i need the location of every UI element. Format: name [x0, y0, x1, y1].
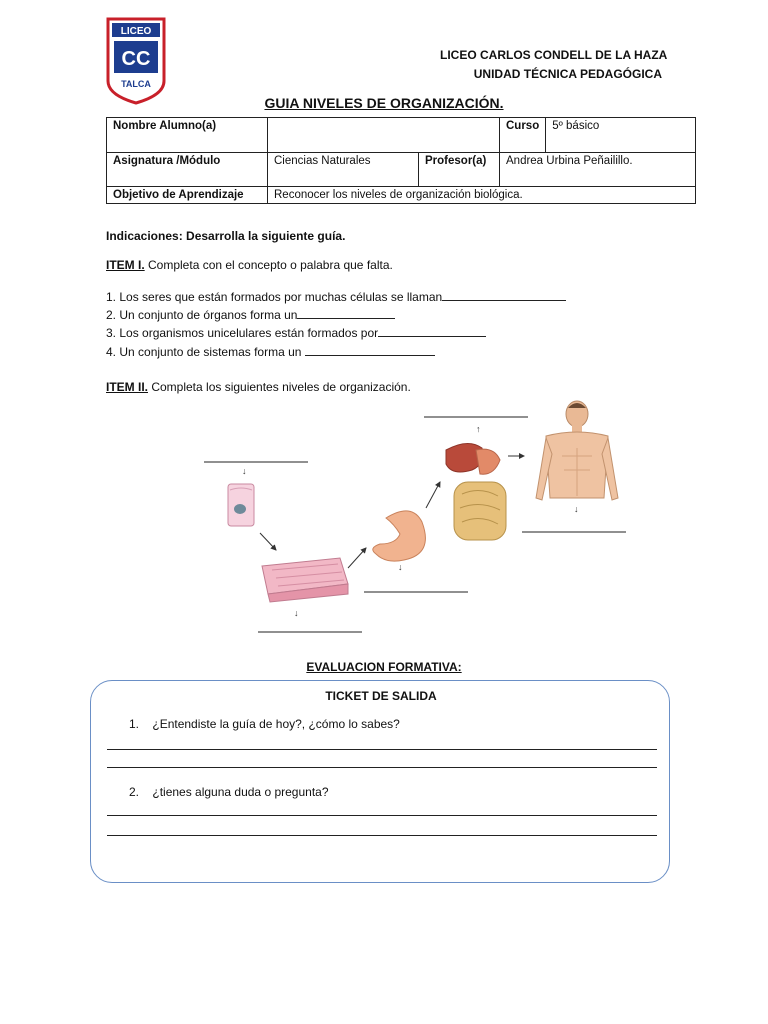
- answer-line-1a[interactable]: [107, 749, 657, 750]
- question-2: [106, 306, 395, 322]
- objective-label: Objetivo de Aprendizaje: [107, 187, 268, 204]
- objective-value: Reconocer los niveles de organización biológica.: [268, 187, 696, 204]
- item2-instruction: Completa los siguientes niveles de organización.: [148, 380, 411, 394]
- logo-bottom-text: TALCA: [121, 79, 151, 89]
- ticket-question-2-number: 2.: [129, 785, 140, 799]
- stomach-image: [373, 511, 426, 561]
- tissue-image: [262, 558, 348, 602]
- question-3-blank[interactable]: [378, 324, 486, 337]
- question-1-text: 1. Los seres que están formados por muchas células se llaman: [106, 290, 443, 304]
- question-4-blank[interactable]: [305, 343, 435, 356]
- ticket-question-2: [129, 785, 329, 799]
- info-table: [106, 117, 696, 204]
- course-label: Curso: [500, 118, 546, 153]
- ticket-question-1-text: ¿Entendiste la guía de hoy?, ¿cómo lo sabes?: [152, 717, 400, 731]
- cell-image: [228, 484, 254, 526]
- question-3: [106, 324, 486, 340]
- question-3-text: 3. Los organismos unicelulares están formados por: [106, 326, 379, 340]
- school-name: LICEO CARLOS CONDELL DE LA HAZA: [440, 48, 668, 62]
- item2-label: ITEM II.: [106, 380, 148, 394]
- question-2-text: 2. Un conjunto de órganos forma un: [106, 308, 298, 322]
- school-unit: UNIDAD TÉCNICA PEDAGÓGICA: [473, 67, 662, 81]
- ticket-question-2-text: ¿tienes alguna duda o pregunta?: [152, 785, 329, 799]
- subject-value: Ciencias Naturales: [268, 153, 419, 187]
- question-1: [106, 288, 566, 304]
- question-4: [106, 343, 435, 359]
- item1-instruction: Completa con el concepto o palabra que falta.: [144, 258, 393, 272]
- school-logo: [106, 17, 166, 105]
- ticket-question-1: [129, 717, 400, 731]
- teacher-label: Profesor(a): [419, 153, 500, 187]
- ticket-title: TICKET DE SALIDA: [325, 689, 437, 703]
- student-field[interactable]: [268, 118, 500, 153]
- student-label: Nombre Alumno(a): [107, 118, 268, 153]
- teacher-value: Andrea Urbina Peñailillo.: [500, 153, 696, 187]
- question-2-blank[interactable]: [297, 306, 395, 319]
- svg-text:↓: ↓: [294, 608, 299, 618]
- indications: Indicaciones: Desarrolla la siguiente guía.: [106, 229, 346, 243]
- logo-top-text: LICEO: [120, 26, 152, 37]
- digestive-system-image: [446, 443, 506, 540]
- subject-label: Asignatura /Módulo: [107, 153, 268, 187]
- svg-text:↓: ↓: [398, 562, 403, 572]
- svg-text:↓: ↓: [242, 466, 247, 476]
- course-value: 5º básico: [546, 118, 696, 153]
- question-4-text: 4. Un conjunto de sistemas forma un: [106, 345, 305, 359]
- question-1-blank[interactable]: [442, 288, 566, 301]
- exit-ticket-box: [90, 680, 670, 883]
- ticket-question-1-number: 1.: [129, 717, 140, 731]
- svg-text:↓: ↓: [574, 504, 579, 514]
- human-organism-image: [536, 401, 618, 500]
- organization-levels-diagram: [190, 398, 640, 638]
- answer-line-2a[interactable]: [107, 815, 657, 816]
- school-header: [440, 46, 668, 84]
- item1-label: ITEM I.: [106, 258, 145, 272]
- item2-heading: [106, 380, 411, 394]
- answer-line-1b[interactable]: [107, 767, 657, 768]
- page-title: GUIA NIVELES DE ORGANIZACIÓN.: [264, 95, 504, 111]
- logo-monogram: CC: [121, 48, 151, 70]
- item1-heading: [106, 258, 393, 272]
- evaluation-title: EVALUACION FORMATIVA:: [306, 660, 462, 674]
- answer-line-2b[interactable]: [107, 835, 657, 836]
- svg-text:↑: ↑: [476, 424, 481, 434]
